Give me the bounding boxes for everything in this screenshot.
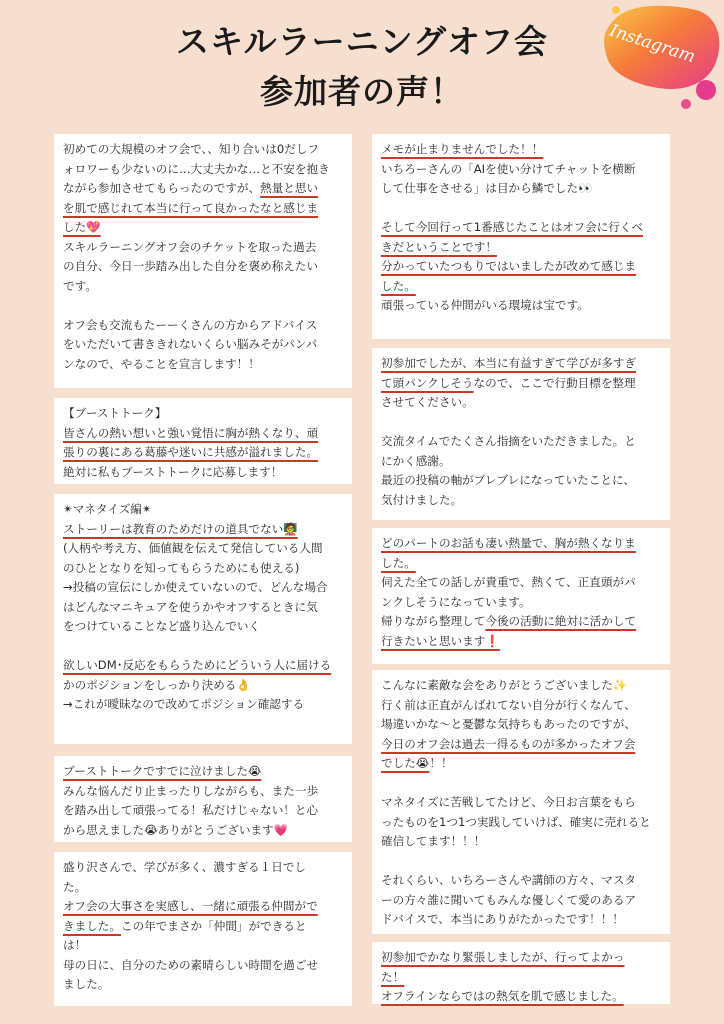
testimonial-card xyxy=(54,134,352,388)
body-text: 帰りながら整理して xyxy=(381,614,486,628)
body-text: 【ブーストトーク】 xyxy=(63,406,167,420)
testimonial-line xyxy=(381,735,662,755)
highlighted-text: どのパートのお話も凄い熱量で、胸が熱くなりま xyxy=(381,536,636,550)
testimonial-line xyxy=(63,656,344,676)
testimonial-line xyxy=(63,695,344,715)
testimonial-line xyxy=(63,160,344,180)
body-text: 頑張っている仲間がいる環境は宝です。 xyxy=(381,298,589,312)
testimonial-line xyxy=(381,140,662,160)
highlighted-text: 今後の活動に絶対に活かして xyxy=(485,614,637,628)
highlighted-text: 熱量と思い xyxy=(260,181,319,195)
body-text: 最近の投稿の軸がブレブレになっていたことに、 xyxy=(381,473,636,487)
testimonial-line xyxy=(381,199,662,219)
testimonial-line xyxy=(63,463,344,483)
testimonial-line xyxy=(63,218,344,238)
highlighted-text: 初参加でかなり緊張しましたが、行ってよかっ xyxy=(381,950,625,964)
body-text: は！ xyxy=(63,938,87,952)
testimonial-line xyxy=(63,316,344,336)
body-text: この年でまさか「仲間」ができると xyxy=(120,918,307,933)
body-text: スキルラーニングオフ会のチケットを取った過去 xyxy=(63,239,317,254)
testimonial-line xyxy=(63,179,344,199)
testimonial-line xyxy=(381,832,662,852)
testimonial-line xyxy=(381,754,662,774)
highlighted-text: ストーリーは教育のためだけの道具でない🧑‍🏫 xyxy=(63,521,298,536)
body-text: の自分、今日一歩踏み出した自分を褒め称えたい xyxy=(63,259,319,273)
testimonial-line xyxy=(381,891,662,911)
testimonial-line xyxy=(63,443,344,463)
body-text: 交流タイムでたくさん指摘をいただきました。と xyxy=(381,434,636,448)
testimonial-line xyxy=(381,238,662,258)
testimonial-line xyxy=(381,432,662,452)
body-text: 伺えた全ての話しが貴重で、熱くて、正直頭がパ xyxy=(381,575,636,589)
body-text: 母の日に、自分のための素晴らしい時間を過ごせ xyxy=(63,957,319,972)
testimonial-line xyxy=(381,179,662,199)
testimonial-line xyxy=(381,696,662,716)
body-text: から思えました😭ありがとうございます💗 xyxy=(63,822,289,837)
body-text: ました。 xyxy=(63,977,110,991)
testimonial-line xyxy=(63,598,344,618)
testimonial-line xyxy=(381,871,662,891)
body-text: なので、ここで行動目標を整理 xyxy=(473,375,636,390)
testimonial-line xyxy=(63,424,344,444)
testimonial-card xyxy=(372,348,670,520)
testimonial-line xyxy=(63,617,344,637)
highlighted-text: した。 xyxy=(381,278,416,293)
testimonial-line xyxy=(63,801,344,821)
body-text: それくらい、いちろーさんや講師の方々、マスタ xyxy=(381,873,637,887)
testimonial-line xyxy=(381,491,662,511)
testimonial-line xyxy=(381,612,662,632)
body-text: 気付けました。 xyxy=(381,492,463,507)
testimonial-card xyxy=(372,134,670,339)
testimonial-line xyxy=(381,968,662,988)
body-text: はどんなマニキュアを使うかやオフするときに気 xyxy=(63,599,318,614)
testimonial-line xyxy=(381,910,662,930)
highlighted-text: 皆さんの熱い想いと強い覚悟に胸が熱くなり、頑 xyxy=(63,425,319,440)
testimonial-line xyxy=(381,676,662,696)
body-text: にかく感謝。 xyxy=(381,453,451,468)
body-text: ったものを1つ1つ実践していけば、確実に売れると xyxy=(381,814,651,829)
highlighted-text: オフラインならではの熱気を肌で感じました。 xyxy=(381,989,624,1003)
testimonial-line xyxy=(63,676,344,696)
testimonial-line xyxy=(381,852,662,872)
body-text: マネタイズに苦戦してたけど、今日お言葉をもら xyxy=(381,795,636,809)
highlighted-text: て頭パンクしそう xyxy=(381,375,474,390)
testimonial-line xyxy=(63,637,344,657)
body-text: させてください。 xyxy=(381,395,474,409)
testimonial-line xyxy=(63,257,344,277)
testimonial-line xyxy=(381,393,662,413)
highlighted-text: 今日のオフ会は過去一得るものが多かったオフ会 xyxy=(381,736,636,751)
highlighted-text: オフ会の大事さを実感し、一緒に頑張る仲間がで xyxy=(63,899,318,913)
page-title-line1: スキルラーニングオフ会 xyxy=(175,22,549,61)
testimonial-line xyxy=(381,296,662,316)
body-text: ながら参加させてもらったのですが、 xyxy=(63,181,261,195)
body-text: ！！ xyxy=(429,756,453,770)
body-text: た。 xyxy=(63,879,87,894)
testimonial-line xyxy=(381,793,662,813)
body-text: ーの方々誰に聞いてもみんな優しくて愛のあるア xyxy=(381,892,637,907)
highlighted-text: 行きたいと思います❗ xyxy=(381,633,500,648)
testimonial-line xyxy=(381,257,662,277)
highlighted-text: 張りの裏にある葛藤や迷いに共感が溢れました。 xyxy=(63,445,319,459)
testimonial-card xyxy=(54,494,352,744)
body-text: (人柄や考え方、価値観を伝えて発信している人間 xyxy=(63,541,323,555)
testimonial-line xyxy=(63,539,344,559)
body-text: ドバイスで、本当にありがたかったです！！！ xyxy=(381,912,624,926)
testimonial-card xyxy=(372,528,670,664)
testimonial-line xyxy=(63,500,344,520)
testimonial-line xyxy=(381,354,662,374)
body-text: です。 xyxy=(63,278,97,293)
body-text: 盛り沢さんで、学びが多く、濃すぎる１日でし xyxy=(63,860,307,874)
body-text: →投稿の宣伝にしか使えていないので、どんな場合 xyxy=(63,580,328,594)
testimonial-line xyxy=(63,878,344,898)
body-text: かのポジションをしっかり決める👌 xyxy=(63,677,251,692)
testimonial-line xyxy=(381,632,662,652)
highlighted-text: 分かっていたつもりではいましたが改めて感じま xyxy=(381,259,637,273)
highlighted-text: メモが止まりませんでした！！ xyxy=(381,142,544,156)
testimonial-line xyxy=(381,774,662,794)
testimonial-line xyxy=(381,948,662,968)
body-text: いちろーさんの「AIを使い分けてチャットを横断 xyxy=(381,161,636,176)
testimonial-line xyxy=(381,413,662,433)
body-text: オフ会も交流もたーーくさんの方からアドバイス xyxy=(63,317,318,332)
page-title-line2: 参加者の声！ xyxy=(260,72,464,111)
testimonial-line xyxy=(381,593,662,613)
testimonial-line xyxy=(63,277,344,297)
testimonial-card xyxy=(54,852,352,1006)
testimonial-line xyxy=(381,573,662,593)
testimonial-line xyxy=(381,218,662,238)
body-text: 行く前は正直がんばれてない自分が行くなんて、 xyxy=(381,697,636,712)
testimonial-line xyxy=(381,987,662,1007)
testimonial-card xyxy=(372,670,670,934)
body-text: をつけていることなど盛り込んでいく xyxy=(63,619,261,633)
testimonial-card xyxy=(54,756,352,842)
testimonial-line xyxy=(63,975,344,995)
testimonial-line xyxy=(381,452,662,472)
testimonial-line xyxy=(63,936,344,956)
testimonial-line xyxy=(381,813,662,833)
highlighted-text: を肌で感じれて本当に行って良かったなと感じま xyxy=(63,200,319,215)
testimonial-line xyxy=(63,821,344,841)
instagram-badge-text: Instagram xyxy=(607,20,698,68)
highlighted-text: きだということです！ xyxy=(381,239,497,254)
testimonial-card xyxy=(372,942,670,1004)
testimonial-line xyxy=(381,277,662,297)
highlighted-text: そして今回行って1番感じたことはオフ会に行くべ xyxy=(381,220,644,234)
highlighted-text: でした😭 xyxy=(381,756,430,770)
testimonial-line xyxy=(63,782,344,802)
testimonial-line xyxy=(63,199,344,219)
highlighted-text: 初参加でしたが、本当に有益すぎて学びが多すぎ xyxy=(381,356,637,370)
testimonial-line xyxy=(63,559,344,579)
body-text: ✴マネタイズ編✴ xyxy=(63,502,152,516)
testimonial-line xyxy=(63,578,344,598)
testimonial-line xyxy=(63,404,344,424)
testimonial-line xyxy=(63,238,344,258)
body-text: みんな悩んだり止まったりしながらも、また一歩 xyxy=(63,783,319,798)
body-text: ンなので、やることを宣言します！！ xyxy=(63,356,260,371)
testimonial-line xyxy=(63,355,344,375)
highlighted-text: きました。 xyxy=(63,918,121,933)
highlighted-text: した💖 xyxy=(63,220,101,234)
testimonial-line xyxy=(63,520,344,540)
testimonial-line xyxy=(381,160,662,180)
testimonial-line xyxy=(63,296,344,316)
body-text: を踏み出して頑張ってる！私だけじゃない！と心 xyxy=(63,803,319,817)
highlighted-text: た！ xyxy=(381,969,405,984)
body-text: 初めての大規模のオフ会で、、知り合いは0だしフ xyxy=(63,142,320,156)
testimonial-line xyxy=(381,715,662,735)
testimonial-line xyxy=(63,858,344,878)
body-text: ンクしそうになっています。 xyxy=(381,594,531,609)
highlighted-text: 欲しいDM･反応をもらうためにどういう人に届ける xyxy=(63,658,332,672)
testimonial-line xyxy=(381,374,662,394)
testimonial-line xyxy=(63,762,344,782)
body-text: 確信してます！！！ xyxy=(381,834,486,848)
testimonial-line xyxy=(63,917,344,937)
body-text: のひととなりを知ってもらうためにも使える) xyxy=(63,560,300,575)
testimonial-line xyxy=(63,140,344,160)
highlighted-text: した。 xyxy=(381,555,416,570)
testimonial-line xyxy=(63,897,344,917)
body-text: ォロワーも少ないのに…大丈夫かな…と不安を抱き xyxy=(63,161,330,176)
highlighted-text: ブーストトークですでに泣けました😭 xyxy=(63,764,262,778)
testimonial-line xyxy=(381,554,662,574)
body-text: 絶対に私もブーストトークに応募します！ xyxy=(63,464,283,479)
body-text: こんなに素敵な会をありがとうございました✨ xyxy=(381,678,628,692)
body-text: して仕事をさせる」は目から鱗でした👀 xyxy=(381,181,593,195)
testimonial-card xyxy=(54,398,352,484)
body-text: をいただいて書ききれないくらい脳みそがパンパ xyxy=(63,337,318,351)
testimonial-line xyxy=(381,471,662,491)
testimonial-line xyxy=(63,335,344,355)
testimonial-line xyxy=(381,534,662,554)
testimonial-line xyxy=(63,956,344,976)
body-text: →これが曖昧なので改めてポジション確認する xyxy=(63,697,305,711)
body-text: 場違いかな〜と憂鬱な気持ちもあったのですが、 xyxy=(381,717,636,731)
